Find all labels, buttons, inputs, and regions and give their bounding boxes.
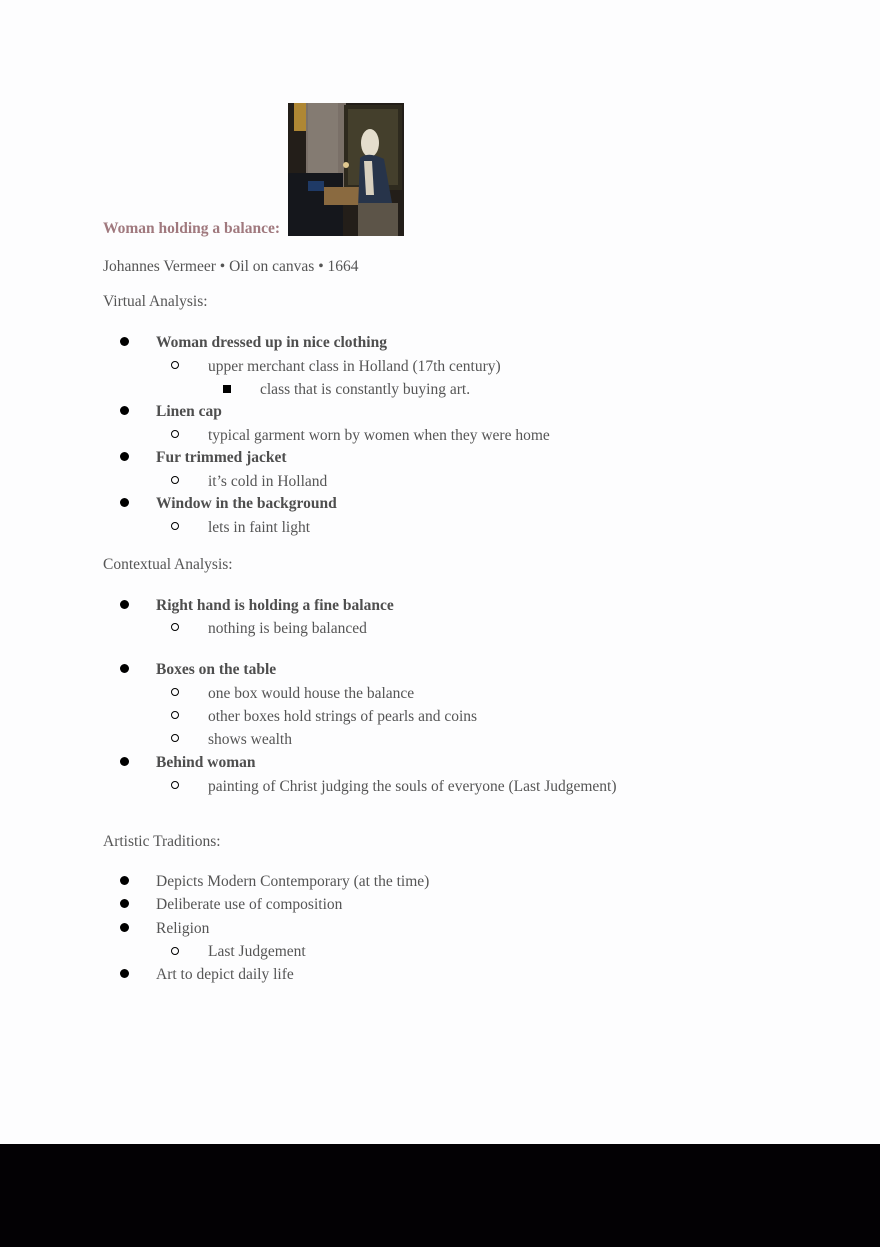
bullet-disc-icon: [120, 899, 129, 908]
bottom-black-bar: [0, 1144, 880, 1247]
list-item: shows wealth: [208, 731, 292, 748]
bullet-square-icon: [223, 385, 231, 393]
byline: Johannes Vermeer • Oil on canvas • 1664: [103, 258, 359, 275]
list-item: other boxes hold strings of pearls and coins: [208, 708, 478, 725]
list-item: Boxes on the table: [156, 661, 277, 678]
section-heading-virtual-analysis: Virtual Analysis:: [103, 293, 208, 310]
list-item: one box would house the balance: [208, 685, 415, 702]
bullet-disc-icon: [120, 923, 129, 932]
list-item: typical garment worn by women when they were home: [208, 427, 550, 444]
list-item: Right hand is holding a fine balance: [156, 597, 394, 614]
bullet-circle-icon: [171, 781, 179, 789]
list-item: class that is constantly buying art.: [260, 381, 471, 398]
bullet-circle-icon: [171, 734, 179, 742]
list-item: lets in faint light: [208, 519, 311, 536]
bullet-circle-icon: [171, 430, 179, 438]
list-item: Woman dressed up in nice clothing: [156, 334, 387, 351]
list-item: Linen cap: [156, 403, 222, 420]
list-item: Art to depict daily life: [156, 966, 294, 983]
list-item: it’s cold in Holland: [208, 473, 328, 490]
list-item: Behind woman: [156, 754, 256, 771]
list-item: Fur trimmed jacket: [156, 449, 287, 466]
list-item: upper merchant class in Holland (17th century): [208, 358, 501, 375]
painting-illustration: [288, 103, 404, 236]
bullet-circle-icon: [171, 623, 179, 631]
bullet-circle-icon: [171, 476, 179, 484]
bullet-circle-icon: [171, 947, 179, 955]
section-heading-artistic-traditions: Artistic Traditions:: [103, 833, 221, 850]
list-item: Depicts Modern Contemporary (at the time): [156, 873, 430, 890]
bullet-disc-icon: [120, 876, 129, 885]
bullet-disc-icon: [120, 664, 129, 673]
bullet-disc-icon: [120, 406, 129, 415]
bullet-disc-icon: [120, 969, 129, 978]
painting-image: [288, 103, 404, 236]
document-title: Woman holding a balance:: [103, 220, 280, 237]
bullet-disc-icon: [120, 452, 129, 461]
bullet-disc-icon: [120, 600, 129, 609]
list-item: painting of Christ judging the souls of everyone (Last Judgement): [208, 778, 617, 795]
section-heading-contextual-analysis: Contextual Analysis:: [103, 556, 233, 573]
list-item: Window in the background: [156, 495, 337, 512]
list-item: Deliberate use of composition: [156, 896, 343, 913]
bullet-disc-icon: [120, 337, 129, 346]
bullet-circle-icon: [171, 711, 179, 719]
bullet-circle-icon: [171, 522, 179, 530]
list-item: nothing is being balanced: [208, 620, 367, 637]
list-item: Last Judgement: [208, 943, 306, 960]
list-item: Religion: [156, 920, 210, 937]
bullet-circle-icon: [171, 688, 179, 696]
bullet-disc-icon: [120, 498, 129, 507]
bullet-disc-icon: [120, 757, 129, 766]
bullet-circle-icon: [171, 361, 179, 369]
